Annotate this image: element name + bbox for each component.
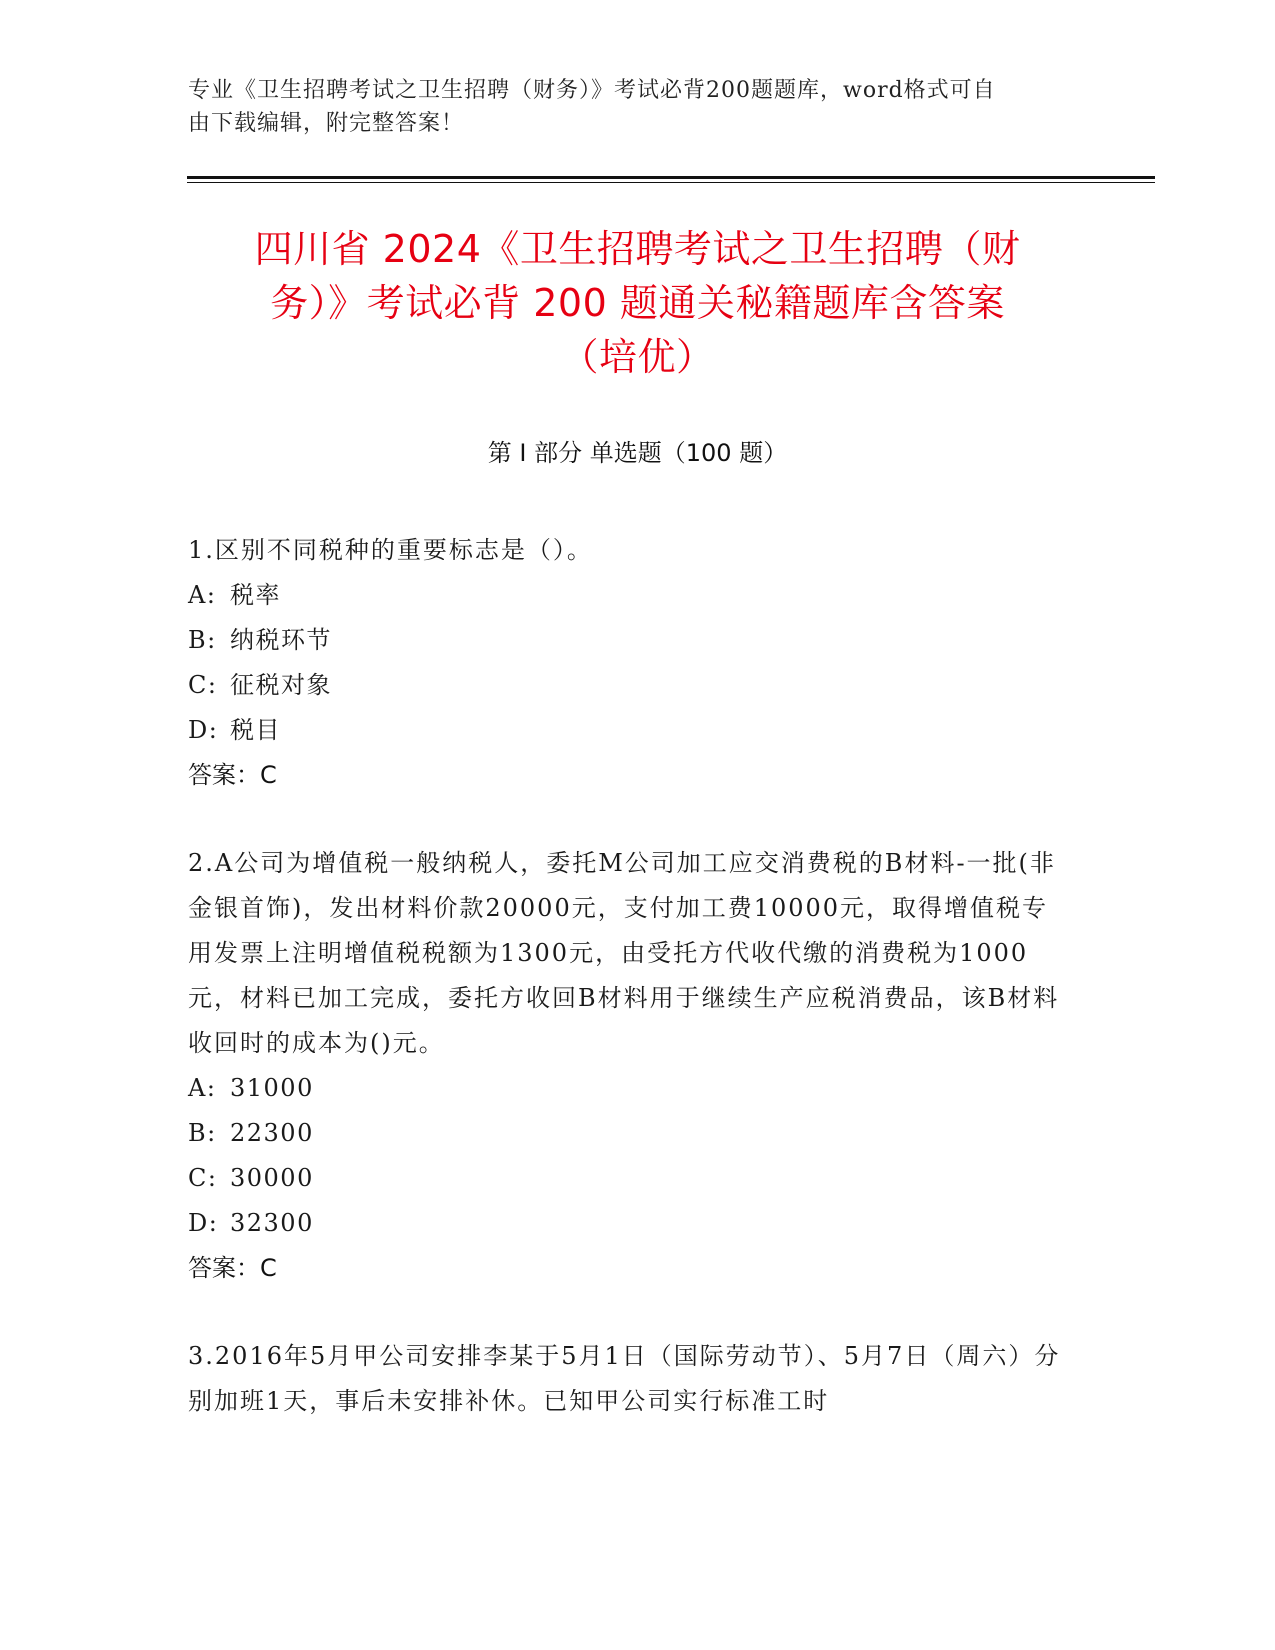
question-1 <box>188 528 1068 798</box>
header-note-line-1: 专业《卫生招聘考试之卫生招聘（财务）》考试必背200题题库，word格式可自 <box>188 78 996 103</box>
option-text: 31000 <box>230 1074 314 1102</box>
document-title-line-3: （培优） <box>560 335 715 379</box>
option-key: C: <box>188 1164 218 1192</box>
header-rule-thick <box>187 176 1155 179</box>
option-b <box>188 1111 1068 1156</box>
question-stem: 2.A公司为增值税一般纳税人，委托M公司加工应交消费税的B材料-一批(非金银首饰)，发出材料价款20000元，支付加工费10000元，取得增值税专用发票上注明增值税税额为1300元，由受托方代收代缴的消费税为1000元，材料已加工完成，委托方收回B材料用于继续生产应税消费品，该B材料收回时的成本为()元。 <box>188 849 1060 1057</box>
document-title-line-1: 四川省 2024《卫生招聘考试之卫生招聘（财 <box>254 227 1021 271</box>
section-heading: 第 I 部分 单选题（100 题） <box>487 439 788 467</box>
header-note <box>188 74 1088 140</box>
option-b <box>188 618 1068 663</box>
option-key: B: <box>188 626 217 654</box>
option-text: 32300 <box>230 1209 314 1237</box>
answer-line: 答案：C <box>188 761 277 789</box>
option-key: A: <box>188 1074 217 1102</box>
option-text: 纳税环节 <box>230 626 332 654</box>
answer-line: 答案：C <box>188 1254 277 1282</box>
option-key: A: <box>188 581 217 609</box>
option-a <box>188 573 1068 618</box>
question-3 <box>188 1334 1068 1424</box>
option-text: 税率 <box>230 581 281 609</box>
option-text: 征税对象 <box>230 671 332 699</box>
question-list <box>188 528 1068 1467</box>
option-key: C: <box>188 671 218 699</box>
option-d <box>188 1201 1068 1246</box>
question-stem: 3.2016年5月甲公司安排李某于5月1日（国际劳动节）、5月7日（周六）分别加班1天，事后未安排补休。已知甲公司实行标准工时 <box>188 1342 1061 1415</box>
option-c <box>188 1156 1068 1201</box>
option-key: D: <box>188 716 219 744</box>
option-c <box>188 663 1068 708</box>
question-2 <box>188 841 1068 1291</box>
header-note-line-2: 由下载编辑，附完整答案！ <box>188 111 465 136</box>
option-key: D: <box>188 1209 219 1237</box>
option-key: B: <box>188 1119 217 1147</box>
question-stem: 1.区别不同税种的重要标志是（）。 <box>188 536 593 564</box>
option-a <box>188 1066 1068 1111</box>
option-d <box>188 708 1068 753</box>
document-title-line-2: 务）》考试必背 200 题通关秘籍题库含答案 <box>270 281 1005 325</box>
document-title <box>170 222 1105 384</box>
header-rule-thin <box>187 182 1155 183</box>
option-text: 22300 <box>230 1119 314 1147</box>
option-text: 30000 <box>230 1164 314 1192</box>
option-text: 税目 <box>230 716 281 744</box>
